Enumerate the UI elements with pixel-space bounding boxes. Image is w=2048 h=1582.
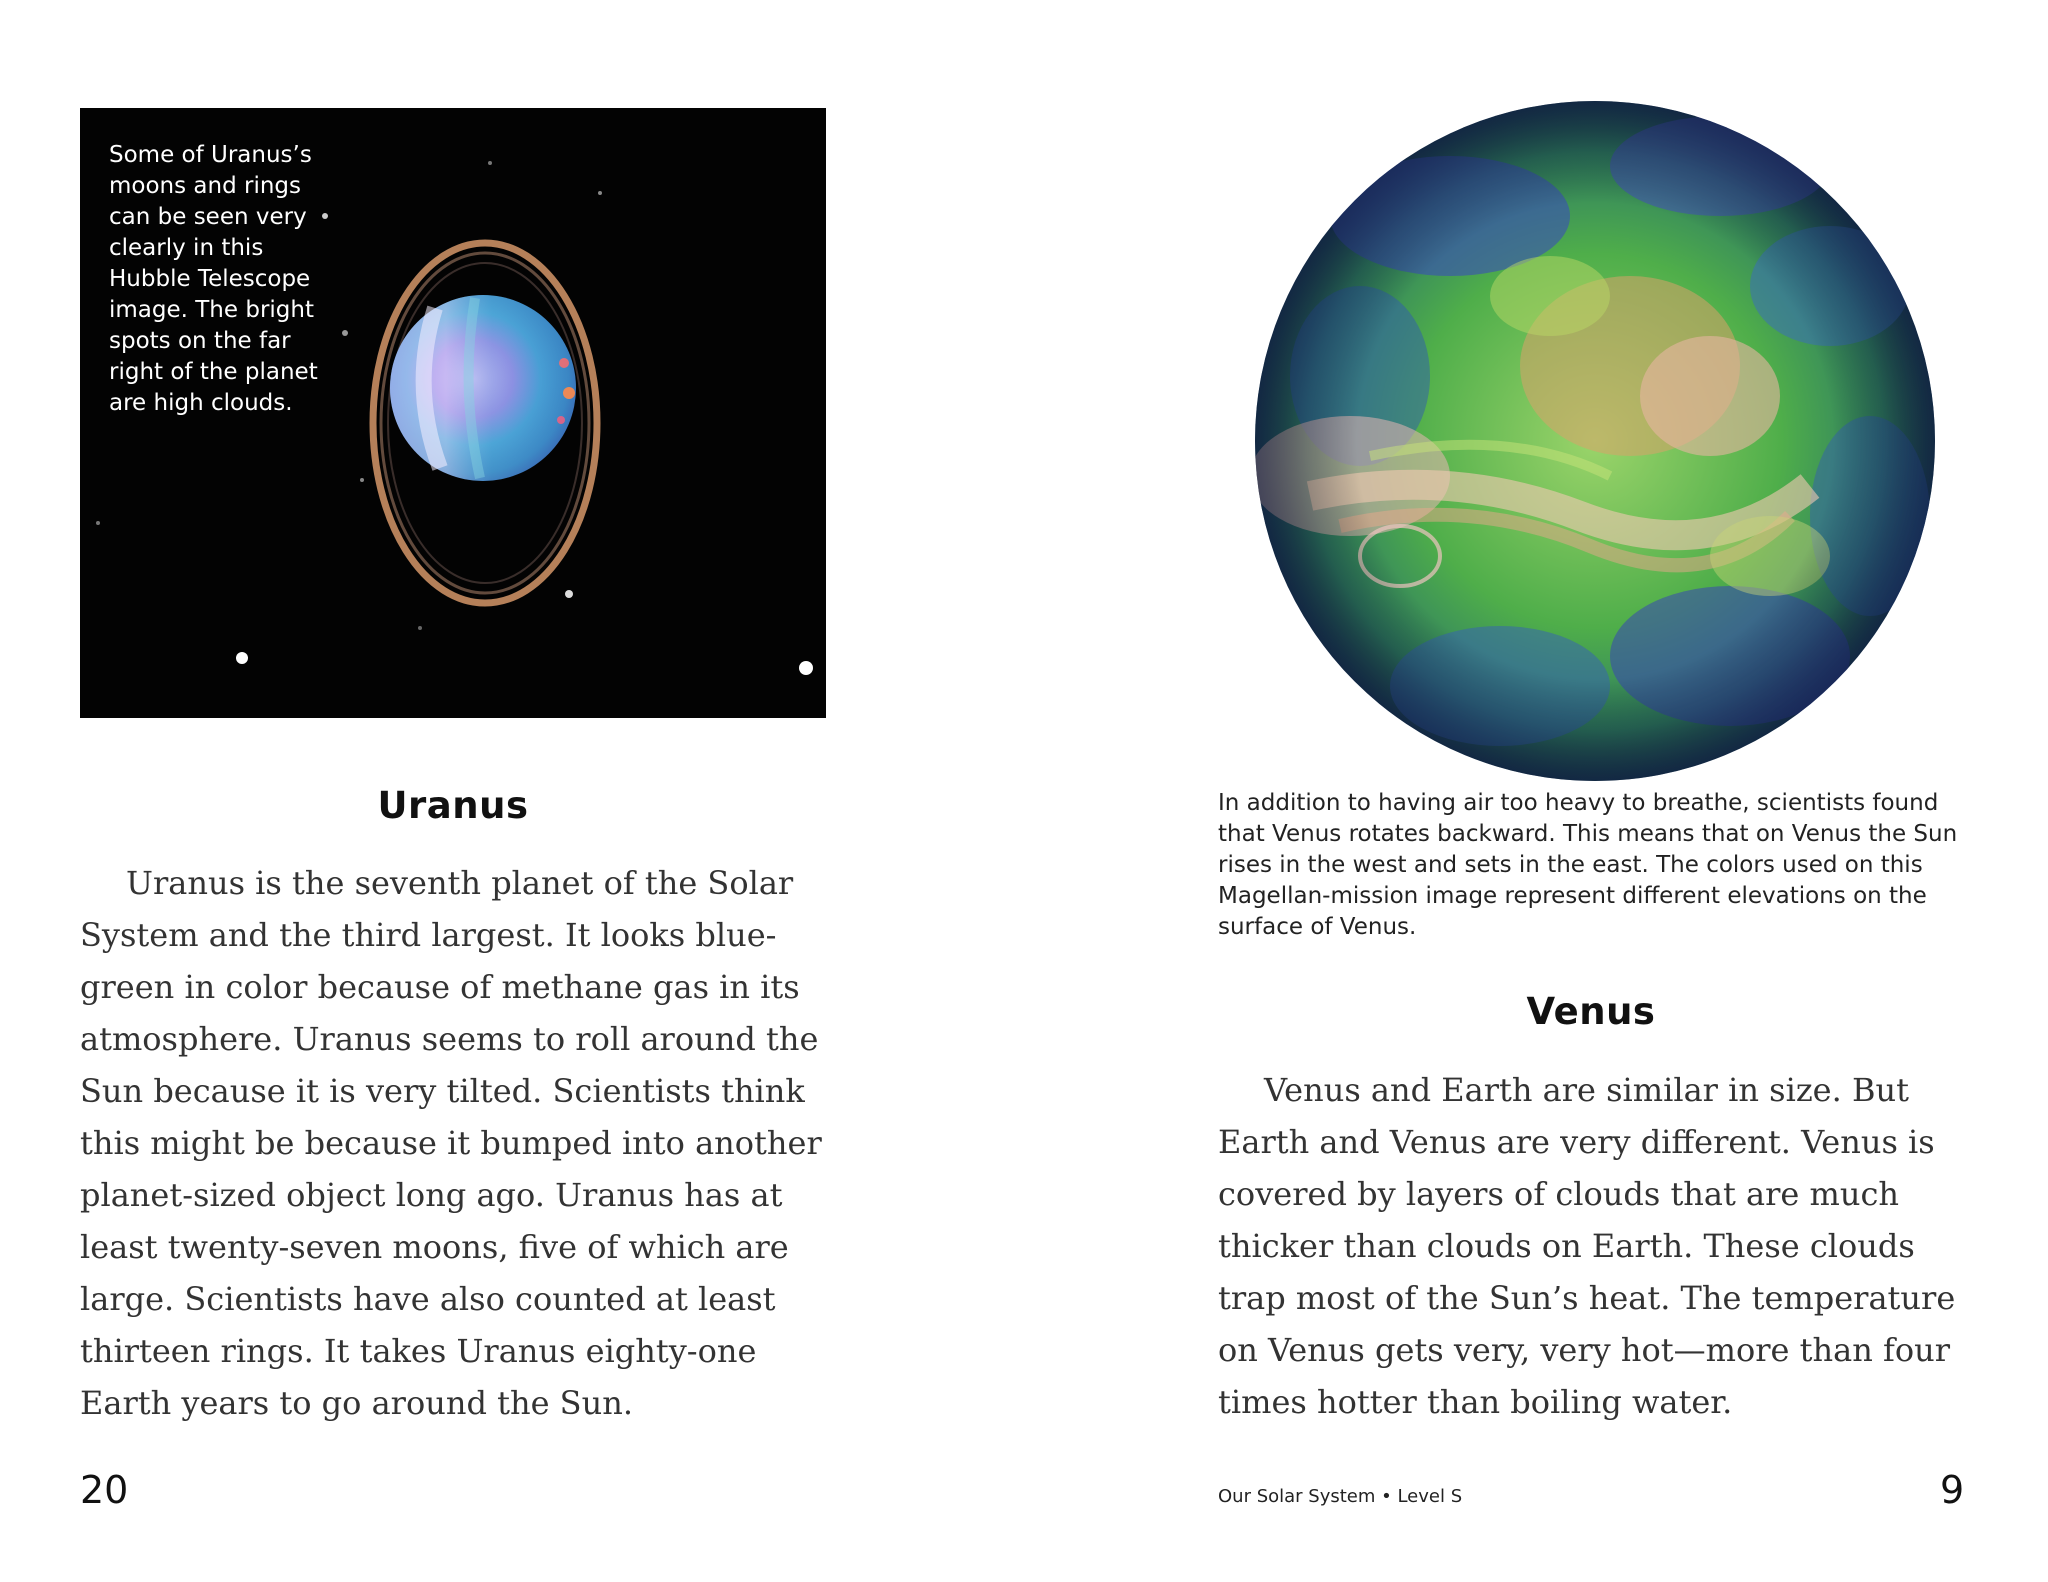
venus-photo-caption: In addition to having air too heavy to breathe, scientists found that Venus rotates backward. This means that on Venus the Sun rises in the west and sets in the east. The colors used on this Magellan-mission image represent different elevations on the surface of Venus. bbox=[1218, 790, 1958, 940]
uranus-photo-caption: Some of Uranus’s moons and rings can be seen very clearly in this Hubble Telescope image. The bright spots on the far right of the planet are high clouds. bbox=[109, 142, 318, 416]
section-heading-venus: Venus bbox=[1526, 990, 1656, 1033]
page-number-right: 9 bbox=[1940, 1468, 1965, 1512]
venus-globe-image bbox=[1250, 96, 1940, 786]
right-page bbox=[1024, 0, 2048, 1582]
section-heading-uranus: Uranus bbox=[377, 784, 529, 827]
book-footer-title: Our Solar System • Level S bbox=[1218, 1486, 1463, 1507]
page-number-left: 20 bbox=[80, 1468, 129, 1512]
uranus-photo bbox=[80, 108, 826, 718]
venus-paragraph: Venus and Earth are similar in size. But Earth and Venus are very different. Venus is covered by layers of clouds that are much thicker than clouds on Earth. These clouds trap most of the Sun’s heat. The temperature on Venus gets very, very hot—more than four times hotter than boiling water. bbox=[1218, 1071, 1956, 1421]
uranus-paragraph: Uranus is the seventh planet of the Solar System and the third largest. It looks blue-green in color because of methane gas in its atmosphere. Uranus seems to roll around the Sun because it is very tilted. Scientists think this might be because it bumped into another planet-sized object long ago. Uranus has at least twenty-seven moons, five of which are large. Scientists have also counted at least thirteen rings. It takes Uranus eighty-one Earth years to go around the Sun. bbox=[80, 864, 822, 1422]
